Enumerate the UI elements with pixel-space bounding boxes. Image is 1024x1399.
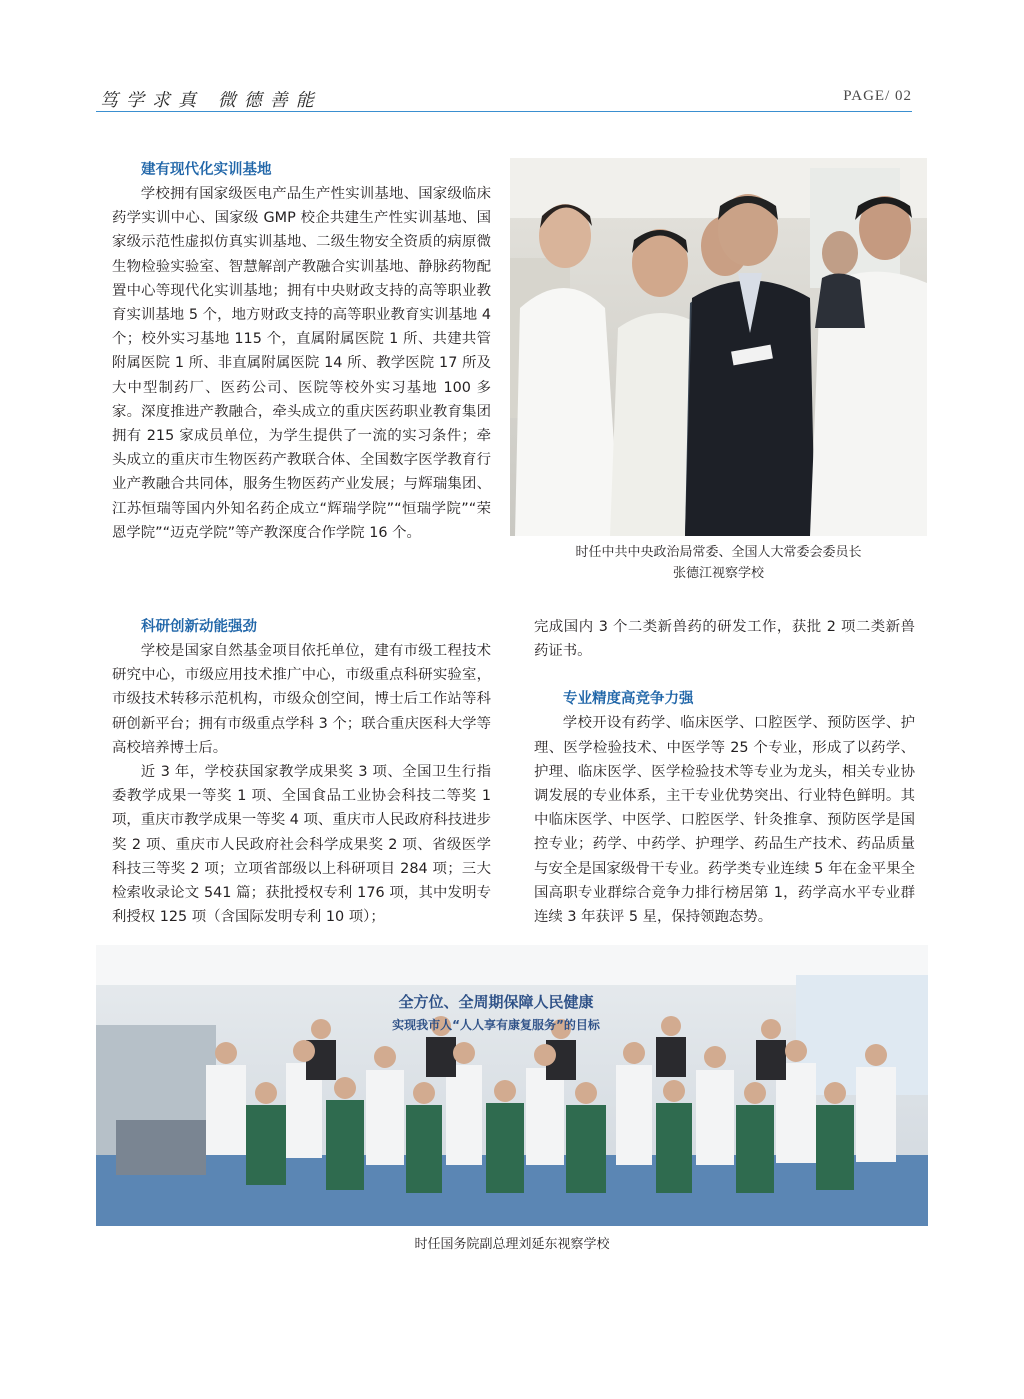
caption-line: 时任中共中央政治局常委、全国人大常委会委员长 — [575, 545, 862, 560]
header-divider — [96, 111, 912, 112]
photo-caption-liu: 时任国务院副总理刘延东视察学校 — [414, 1237, 610, 1252]
section-research — [112, 615, 491, 929]
body-paragraph: 学校是国家自然基金项目依托单位，建有市级工程技术研究中心，市级应用技术推广中心，市级重点科研实验室，市级技术转移示范机构，市级众创空间，博士后工作站等科研创新平台；拥有市级重点学科 3 个；联合重庆医科大学等高校培养博士后。 — [112, 643, 491, 756]
header-motto: 笃学求真 微德善能 — [100, 90, 322, 111]
group-photo-liu — [96, 945, 928, 1226]
inspection-photo-zhang — [510, 158, 927, 536]
body-paragraph: 学校开设有药学、临床医学、口腔医学、预防医学、护理、医学检验技术、中医学等 25 个专业，形成了以药学、护理、临床医学、医学检验技术等专业为龙头，相关专业协调发展的专业体系，主干专业优势突出、行业特色鲜明。其中临床医学、中医学、口腔医学、针灸推拿、预防医学是国控专业；药学、中药学、护理学、药品生产技术、药品质量与安全是国家级骨干专业。药学类专业连续 5 年在金平果全国高职专业群综合竞争力排行榜居第 1，药学高水平专业群连续 3 年获评 5 星，保持领跑态势。 — [534, 715, 915, 926]
section-heading: 建有现代化实训基地 — [141, 162, 272, 178]
photo-illustration — [510, 158, 927, 536]
photo-caption-zhang — [510, 542, 927, 584]
banner-text: 全方位、全周期保障人民健康 — [398, 993, 594, 1011]
banner-text: 实现我市人“人人享有康复服务”的目标 — [392, 1018, 600, 1032]
photo-illustration — [96, 945, 928, 1226]
body-paragraph-continued: 完成国内 3 个二类新兽药的研发工作，获批 2 项二类新兽药证书。 — [534, 619, 915, 660]
section-training-bases — [112, 158, 491, 545]
page-number: PAGE/ 02 — [843, 88, 912, 104]
section-heading: 专业精度高竞争力强 — [563, 691, 694, 708]
body-paragraph: 近 3 年，学校获国家教学成果奖 3 项、全国卫生行指委教学成果一等奖 1 项、全国食品工业协会科技二等奖 1 项，重庆市教学成果一等奖 4 项、重庆市人民政府科技进步奖 2 项、重庆市人民政府社会科学成果奖 2 项、省级医学科技三等奖 2 项；立项省部级以上科研项目 284 项；三大检索收录论文 541 篇；获批授权专利 176 项，其中发明专利授权 125 项（含国际发明专利 10 项）； — [112, 764, 491, 926]
section-heading: 科研创新动能强劲 — [141, 619, 257, 635]
section-continuation — [534, 615, 915, 929]
body-paragraph: 学校拥有国家级医电产品生产性实训基地、国家级临床药学实训中心、国家级 GMP 校企共建生产性实训基地、国家级示范性虚拟仿真实训基地、二级生物安全资质的病原微生物检验实验室、智慧解剖产教融合实训基地、静脉药物配置中心等现代化实训基地；拥有中央财政支持的高等职业教育实训基地 5 个，地方财政支持的高等职业教育实训基地 4 个；校外实习基地 115 个，直属附属医院 1 所、共建共管附属医院 1 所、非直属附属医院 14 所、教学医院 17 所及大中型制药厂、医药公司、医院等校外实习基地 100 多家。深度推进产教融合，牵头成立的重庆医药职业教育集团拥有 215 家成员单位，为学生提供了一流的实习条件；牵头成立的重庆市生物医药产教联合体、全国数字医学教育行业产教融合共同体，服务生物医药产业发展；与辉瑞集团、江苏恒瑞等国内外知名药企成立“辉瑞学院”“恒瑞学院”“荣恩学院”“迈克学院”等产教深度合作学院 16 个。 — [112, 186, 491, 541]
caption-line: 张德江视察学校 — [672, 566, 764, 581]
